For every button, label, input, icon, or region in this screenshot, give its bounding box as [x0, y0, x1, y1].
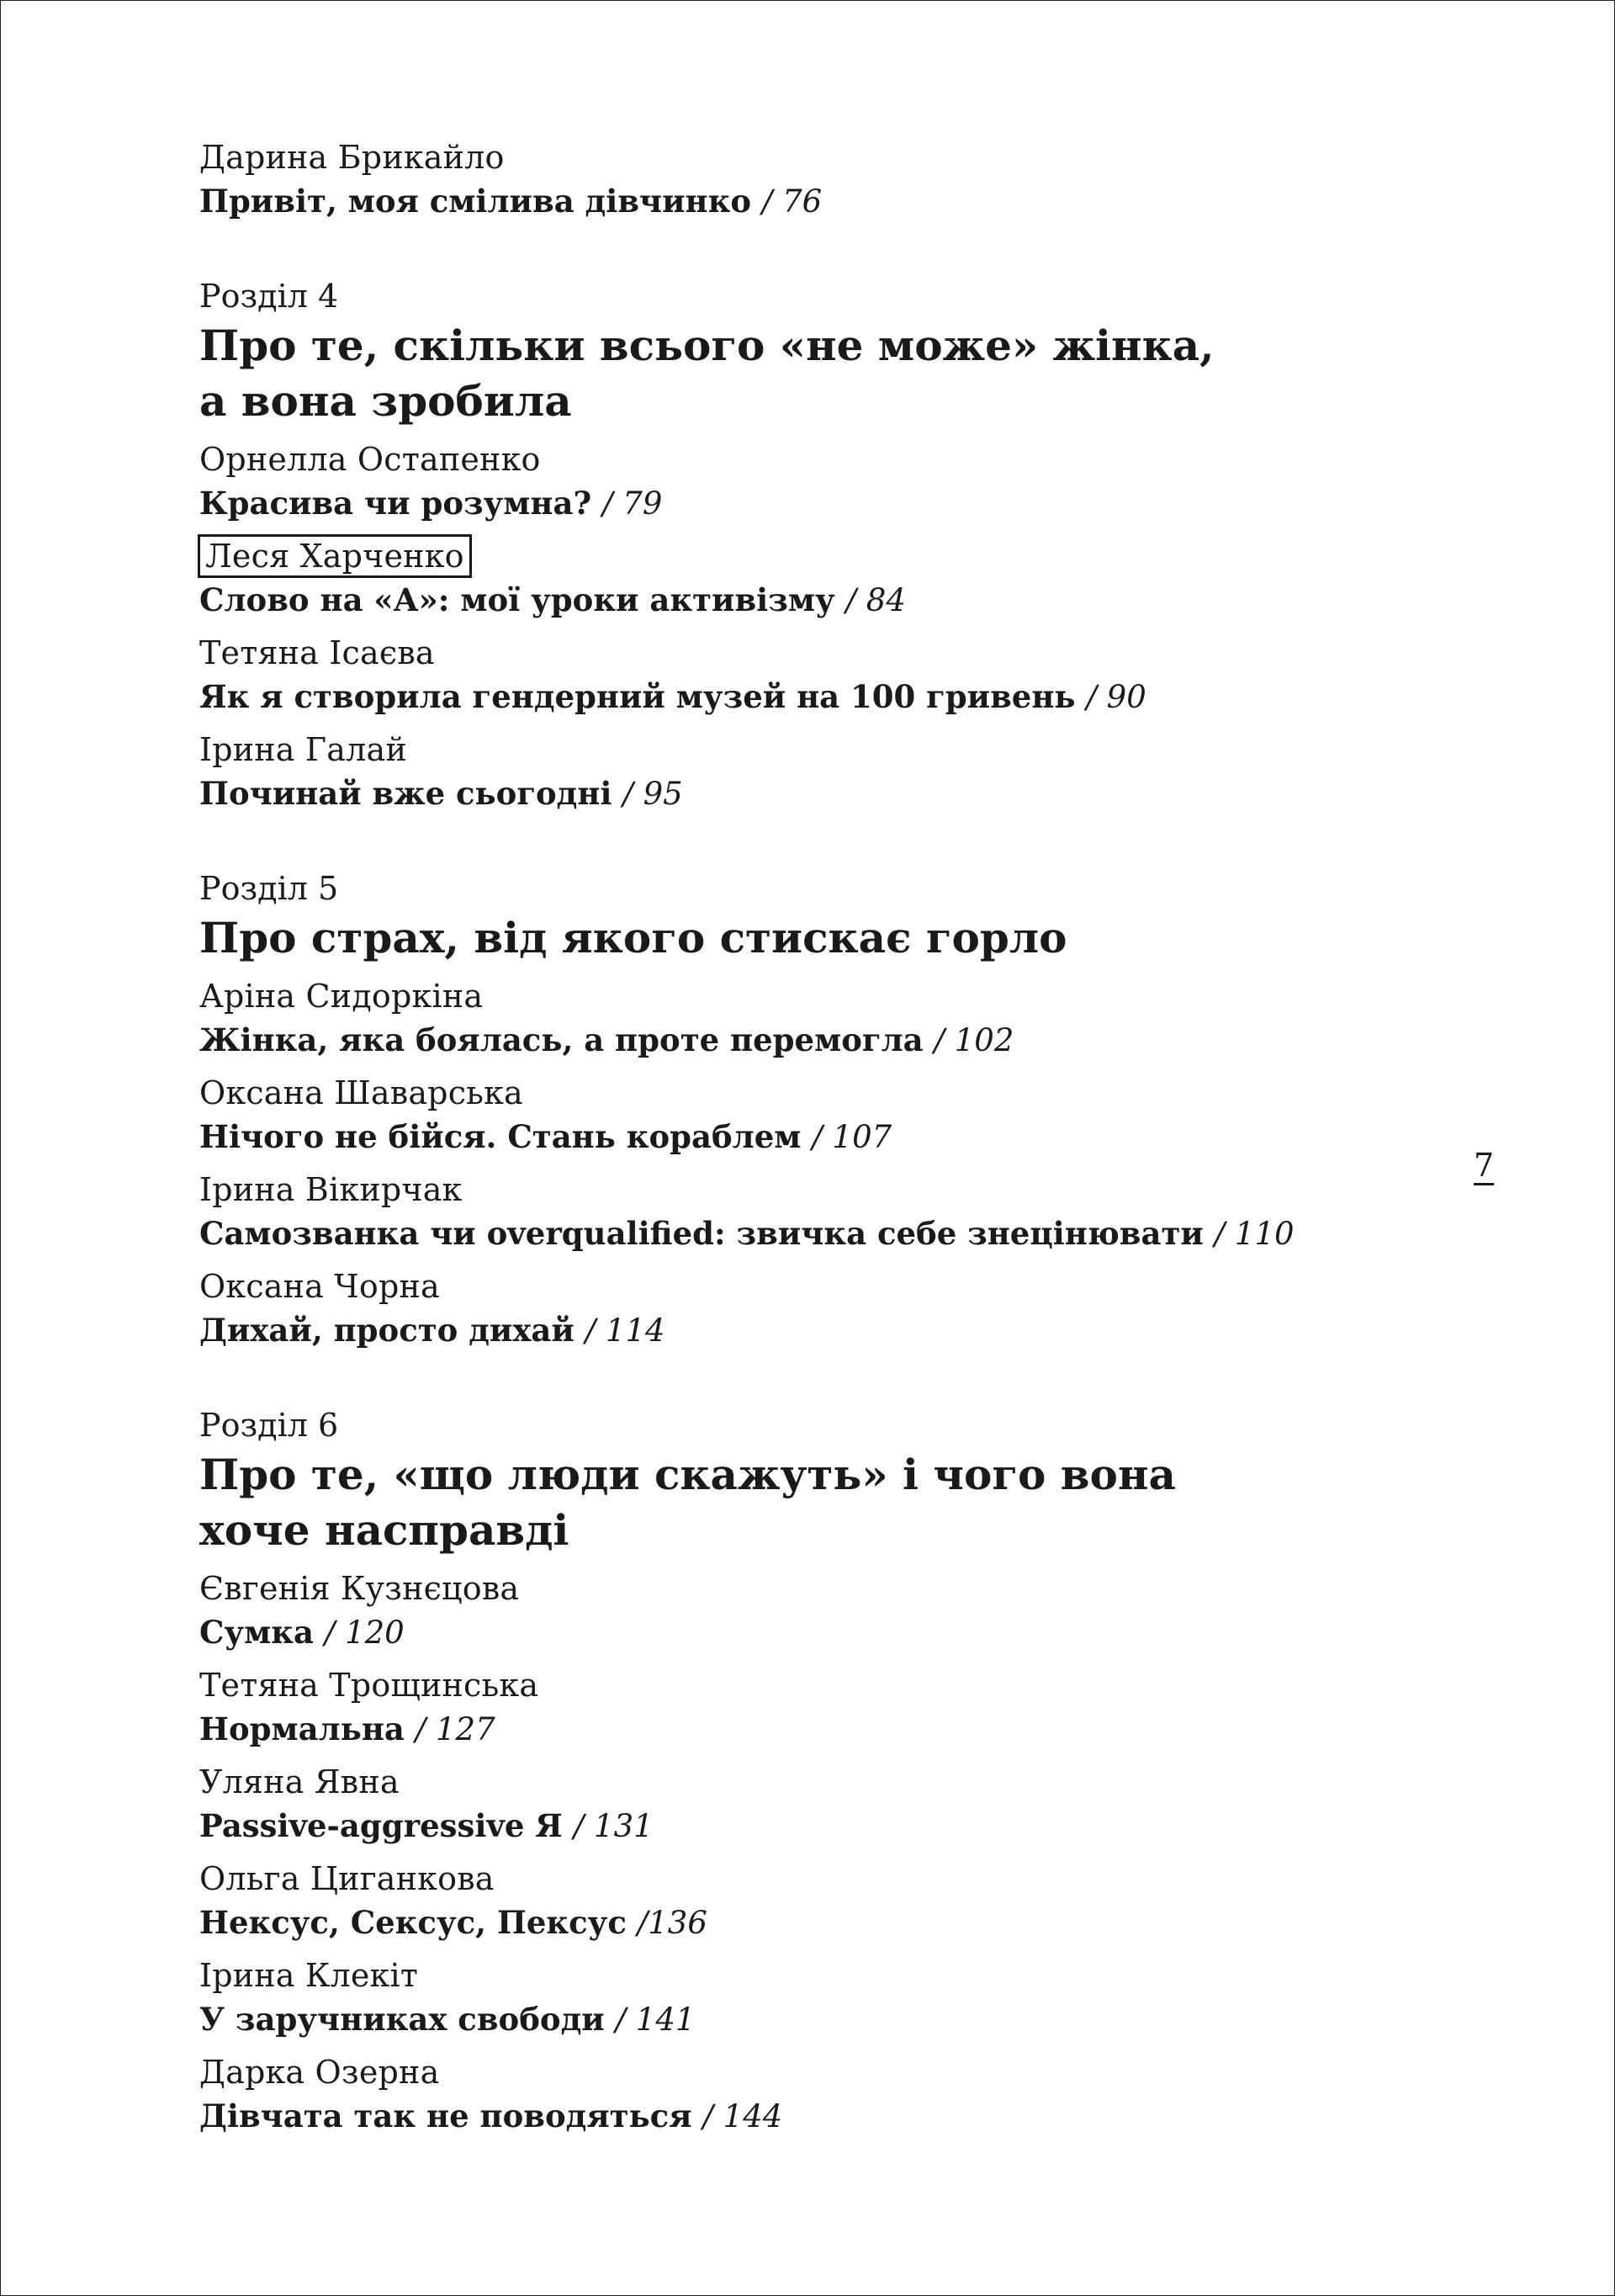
section-label: Розділ 4	[199, 278, 339, 315]
entry-author: Ірина Клекіт	[199, 1957, 419, 1994]
entry-page-number: / 127	[415, 1711, 495, 1747]
toc-entry	[199, 135, 1461, 224]
toc-entry	[199, 1265, 1461, 1353]
entry-title[interactable]: Passive-aggressive Я / 131	[199, 1807, 654, 1844]
entry-author: Дарка Озерна	[199, 2054, 440, 2091]
entry-page-number: / 120	[324, 1615, 405, 1651]
entry-title[interactable]: Сумка / 120	[199, 1614, 405, 1651]
entry-page-number: / 95	[622, 776, 683, 812]
entry-page-number: /136	[637, 1905, 707, 1941]
entry-page-number: / 107	[812, 1119, 892, 1155]
entry-title[interactable]: Жінка, яка боялась, а проте перемогла / 102	[199, 1021, 1014, 1058]
entry-author: Ірина Галай	[199, 731, 407, 768]
entry-title[interactable]: У заручниках свободи / 141	[199, 2001, 696, 2038]
entry-author: Тетяна Трощинська	[199, 1667, 539, 1704]
entry-title[interactable]: Слово на «А»: мої уроки активізму / 84	[199, 581, 906, 618]
section-5	[199, 867, 1461, 1353]
entry-author: Ірина Вікирчак	[199, 1171, 463, 1208]
entry-author: Оксана Чорна	[199, 1268, 440, 1305]
table-of-contents	[199, 135, 1461, 2139]
toc-entry	[199, 974, 1461, 1063]
section-4	[199, 274, 1461, 816]
section-6	[199, 1403, 1461, 2139]
entry-author: Аріна Сидоркіна	[199, 978, 484, 1015]
section-title: Про те, скільки всього «не може» жінка, а вона зробила	[199, 321, 1215, 426]
entry-author: Євгенія Кузнєцова	[199, 1570, 520, 1607]
page-folio-number: 7	[1474, 1147, 1495, 1184]
entry-author: Оксана Шаварська	[199, 1074, 523, 1111]
entry-author: Дарина Брикайло	[199, 139, 505, 176]
entry-title[interactable]: Нексус, Сексус, Пексус /136	[199, 1904, 707, 1941]
section-title: Про те, «що люди скажуть» і чого вона хоче насправді	[199, 1450, 1176, 1555]
entry-title[interactable]: Нормальна / 127	[199, 1710, 495, 1747]
entry-title[interactable]: Дівчата так не поводяться / 144	[199, 2097, 783, 2134]
section-label: Розділ 5	[199, 870, 339, 907]
entry-author-highlighted: Леся Харченко	[198, 534, 472, 578]
entry-page-number: / 114	[585, 1312, 665, 1349]
toc-entry	[199, 1954, 1461, 2042]
entry-page-number: / 131	[573, 1808, 654, 1844]
section-title: Про страх, від якого стискає горло	[199, 913, 1067, 962]
toc-entry	[199, 1071, 1461, 1159]
entry-page-number: / 90	[1086, 679, 1146, 715]
toc-entry	[199, 1663, 1461, 1752]
section-label: Розділ 6	[199, 1407, 339, 1444]
entry-title[interactable]: Нічого не бійся. Стань кораблем / 107	[199, 1118, 892, 1155]
entry-page-number: / 84	[845, 582, 906, 618]
entry-title[interactable]: Починай вже сьогодні / 95	[199, 775, 683, 812]
entry-page-number: / 76	[761, 183, 823, 220]
toc-entry	[199, 728, 1461, 816]
entry-author: Ольга Циганкова	[199, 1860, 495, 1897]
entry-author: Орнелла Остапенко	[199, 441, 541, 478]
toc-entry	[199, 631, 1461, 719]
entry-page-number: / 141	[615, 2002, 696, 2038]
entry-title[interactable]: Привіт, моя смілива дівчинко / 76	[199, 183, 823, 220]
entry-page-number: / 79	[602, 485, 663, 522]
entry-title[interactable]: Красива чи розумна? / 79	[199, 485, 663, 522]
entry-title[interactable]: Як я створила гендерний музей на 100 гривень / 90	[199, 678, 1146, 715]
toc-entry	[199, 2050, 1461, 2139]
entry-author: Тетяна Ісаєва	[199, 634, 435, 671]
toc-entry	[199, 1857, 1461, 1945]
entry-title[interactable]: Дихай, просто дихай / 114	[199, 1312, 665, 1349]
toc-entry	[199, 534, 1461, 623]
entry-page-number: / 102	[934, 1022, 1014, 1058]
toc-entry	[199, 1567, 1461, 1655]
entry-author: Уляна Явна	[199, 1763, 400, 1800]
entry-page-number: / 144	[702, 2098, 783, 2134]
toc-entry	[199, 1760, 1461, 1848]
entry-page-number: / 110	[1214, 1216, 1295, 1252]
entry-title[interactable]: Самозванка чи overqualified: звичка себе знецінювати / 110	[199, 1215, 1295, 1252]
toc-entry	[199, 1168, 1461, 1256]
toc-entry	[199, 437, 1461, 526]
